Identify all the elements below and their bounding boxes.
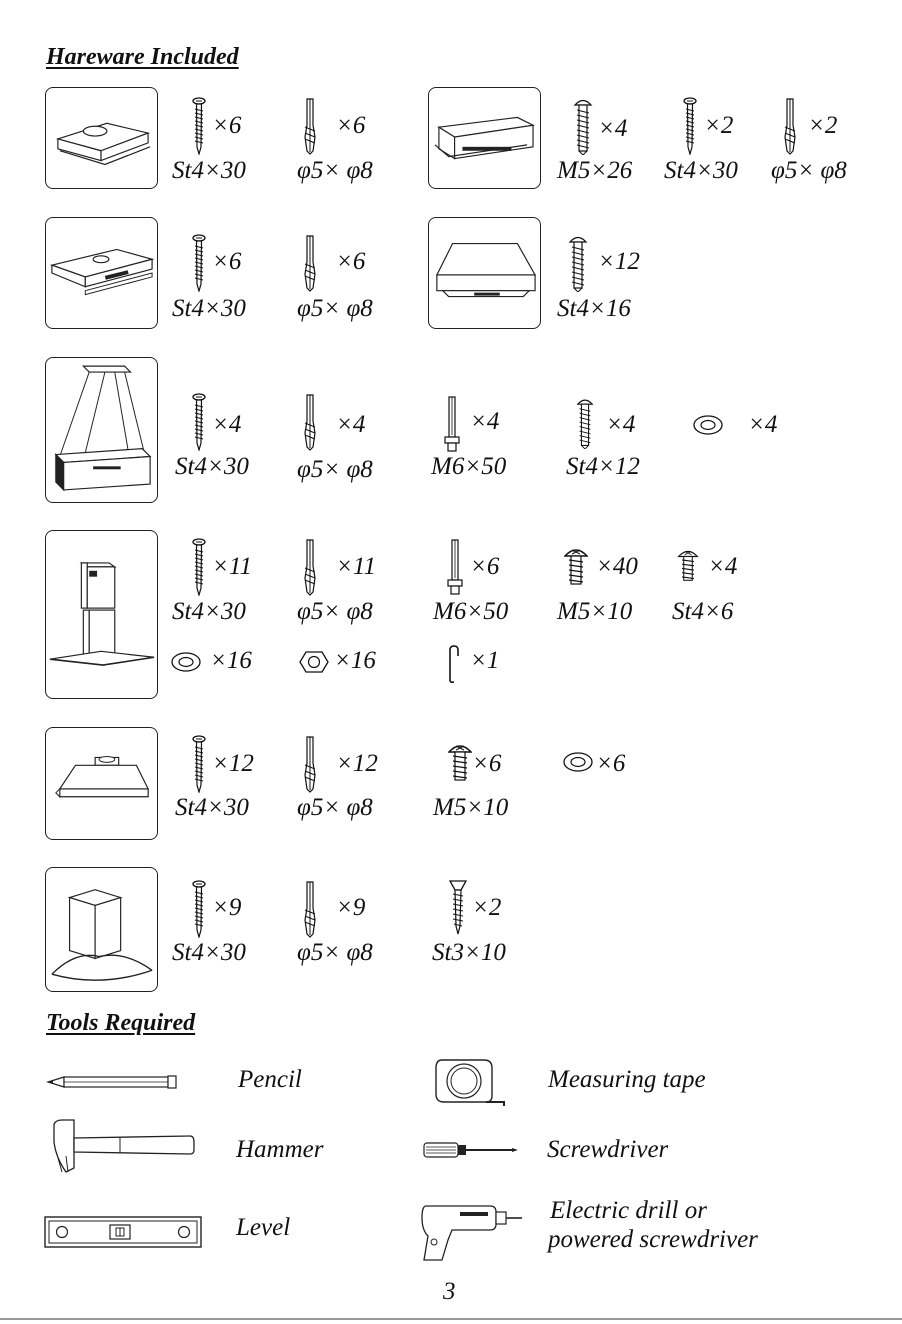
- wall-anchor-icon: [782, 97, 798, 155]
- expansion-bolt-icon: [443, 395, 461, 453]
- size-label: M5×10: [557, 598, 633, 625]
- quantity-label: ×6: [336, 112, 366, 139]
- page-number: 3: [443, 1278, 456, 1305]
- quantity-label: ×4: [606, 411, 636, 438]
- size-label: M6×50: [431, 453, 507, 480]
- quantity-label: ×4: [748, 411, 778, 438]
- wall-anchor-icon: [302, 234, 318, 292]
- wood-screw-icon: [191, 234, 207, 292]
- size-label: St4×30: [172, 939, 246, 966]
- quantity-label: ×9: [336, 894, 366, 921]
- quantity-label: ×6: [596, 750, 626, 777]
- size-label: St4×30: [664, 157, 738, 184]
- level-icon: [44, 1216, 202, 1248]
- range-hood-chimney-glass-icon: [45, 867, 158, 992]
- quantity-label: ×12: [212, 750, 254, 777]
- pencil-icon: [46, 1074, 178, 1090]
- screwdriver-icon: [422, 1140, 520, 1160]
- machine-screw-icon: [676, 548, 700, 582]
- quantity-label: ×16: [210, 647, 252, 674]
- size-label: St4×30: [172, 295, 246, 322]
- quantity-label: ×11: [212, 553, 253, 580]
- size-label: M6×50: [433, 598, 509, 625]
- quantity-label: ×16: [334, 647, 376, 674]
- wood-screw-icon: [191, 97, 207, 155]
- quantity-label: ×4: [708, 553, 738, 580]
- quantity-label: ×11: [336, 553, 377, 580]
- wall-anchor-icon: [302, 393, 318, 451]
- hardware-heading: Hareware Included: [46, 44, 239, 70]
- tool-label-electric-drill-line2: powered screwdriver: [548, 1226, 758, 1253]
- size-label: St4×30: [172, 157, 246, 184]
- quantity-label: ×12: [336, 750, 378, 777]
- range-hood-suspended-icon: [45, 357, 158, 503]
- quantity-label: ×2: [472, 894, 502, 921]
- tool-label-screwdriver: Screwdriver: [547, 1136, 669, 1163]
- pan-head-screw-icon: [567, 234, 589, 292]
- wall-anchor-icon: [302, 735, 318, 793]
- flat-head-screw-icon: [449, 878, 467, 936]
- electric-drill-icon: [420, 1200, 524, 1264]
- size-label: St4×6: [672, 598, 734, 625]
- range-hood-insert-icon: [428, 87, 541, 189]
- hammer-icon: [50, 1118, 196, 1174]
- size-label: St4×30: [172, 598, 246, 625]
- measuring-tape-icon: [434, 1056, 510, 1108]
- wood-screw-icon: [191, 393, 207, 451]
- tool-label-measuring-tape: Measuring tape: [548, 1066, 706, 1093]
- size-label: St4×12: [566, 453, 640, 480]
- quantity-label: ×2: [704, 112, 734, 139]
- wall-anchor-icon: [302, 880, 318, 938]
- size-label: St4×30: [175, 794, 249, 821]
- washer-icon: [692, 414, 724, 436]
- size-label: St4×30: [175, 453, 249, 480]
- hex-nut-icon: [298, 650, 330, 674]
- quantity-label: ×40: [596, 553, 638, 580]
- quantity-label: ×4: [598, 115, 628, 142]
- wall-anchor-icon: [302, 97, 318, 155]
- size-label: M5×10: [433, 794, 509, 821]
- quantity-label: ×9: [212, 894, 242, 921]
- size-label: φ5× φ8: [297, 295, 373, 322]
- wood-screw-icon: [191, 538, 207, 596]
- range-hood-under-cabinet-icon: [45, 217, 158, 329]
- size-label: M5×26: [557, 157, 633, 184]
- quantity-label: ×6: [472, 750, 502, 777]
- wood-screw-icon: [191, 880, 207, 938]
- wood-screw-icon: [682, 97, 698, 155]
- machine-screw-icon: [573, 97, 593, 155]
- quantity-label: ×12: [598, 248, 640, 275]
- expansion-bolt-icon: [446, 538, 464, 596]
- range-hood-wall-icon: [45, 727, 158, 840]
- quantity-label: ×4: [470, 408, 500, 435]
- size-label: φ5× φ8: [297, 598, 373, 625]
- washer-icon: [562, 751, 594, 773]
- tool-label-hammer: Hammer: [236, 1136, 324, 1163]
- quantity-label: ×6: [212, 248, 242, 275]
- hook-icon: [446, 644, 462, 684]
- quantity-label: ×6: [212, 112, 242, 139]
- pan-head-screw-icon: [573, 397, 597, 449]
- size-label: St4×16: [557, 295, 631, 322]
- quantity-label: ×6: [470, 553, 500, 580]
- size-label: φ5× φ8: [297, 939, 373, 966]
- size-label: φ5× φ8: [297, 157, 373, 184]
- wood-screw-icon: [191, 735, 207, 793]
- size-label: φ5× φ8: [771, 157, 847, 184]
- size-label: φ5× φ8: [297, 456, 373, 483]
- quantity-label: ×2: [808, 112, 838, 139]
- tools-heading: Tools Required: [46, 1010, 196, 1036]
- machine-screw-icon: [564, 546, 588, 586]
- range-hood-built-in-icon: [428, 217, 541, 329]
- quantity-label: ×4: [336, 411, 366, 438]
- size-label: St3×10: [432, 939, 506, 966]
- quantity-label: ×1: [470, 647, 500, 674]
- range-hood-slim-icon: [45, 87, 158, 189]
- quantity-label: ×4: [212, 411, 242, 438]
- wall-anchor-icon: [302, 538, 318, 596]
- quantity-label: ×6: [336, 248, 366, 275]
- size-label: φ5× φ8: [297, 794, 373, 821]
- page-bottom-rule: [0, 1318, 902, 1320]
- tool-label-electric-drill-line1: Electric drill or: [550, 1197, 707, 1224]
- tool-label-pencil: Pencil: [238, 1066, 302, 1093]
- range-hood-island-icon: [45, 530, 158, 699]
- washer-icon: [170, 651, 202, 673]
- machine-screw-icon: [448, 742, 472, 782]
- tool-label-level: Level: [236, 1214, 291, 1241]
